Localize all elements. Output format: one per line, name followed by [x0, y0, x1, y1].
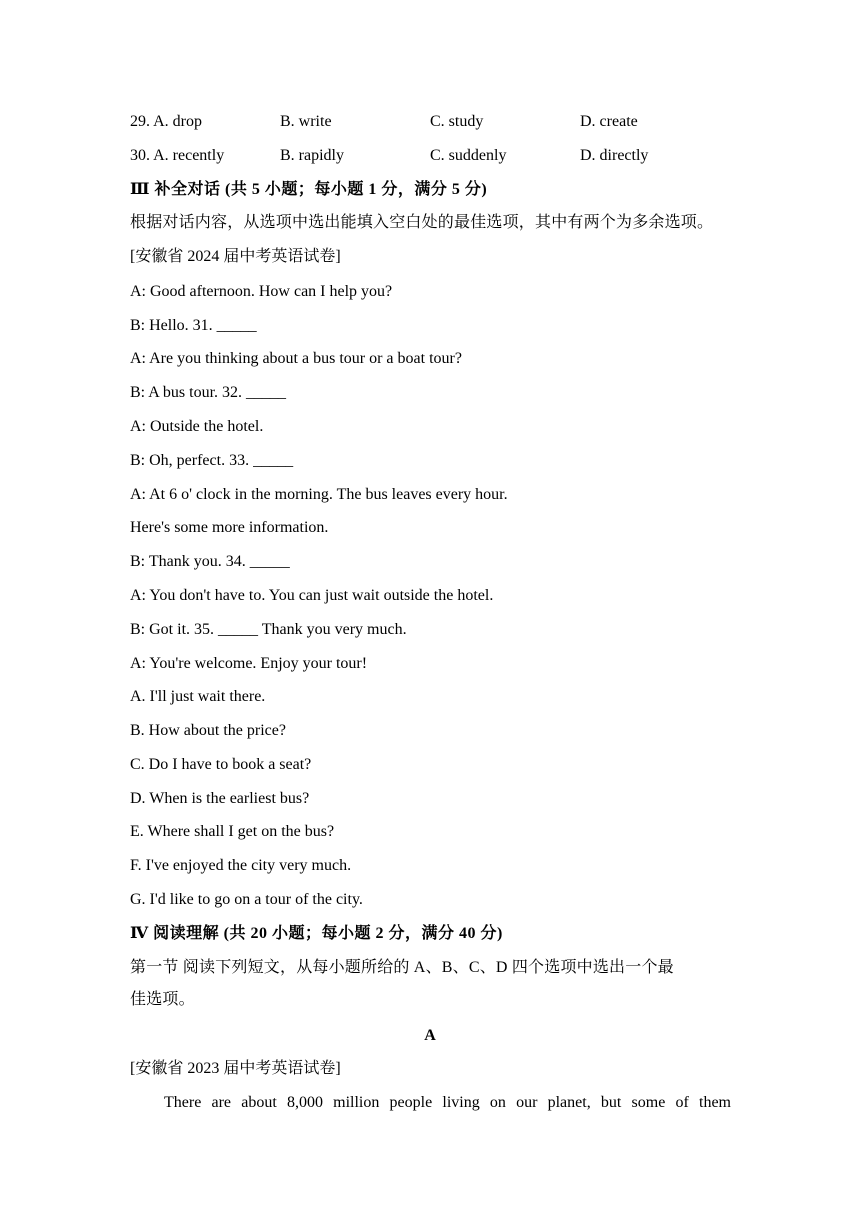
passage-label: A [424, 1027, 436, 1044]
q30-option-b: B. rapidly [280, 147, 344, 164]
q29-option-b: B. write [280, 113, 332, 130]
q30-option-c: C. suddenly [430, 147, 507, 164]
answer-option: G. I'd like to go on a tour of the city. [130, 891, 363, 908]
section3-source: [安徽省 2024 届中考英语试卷] [130, 248, 341, 265]
dialogue-line: A: You're welcome. Enjoy your tour! [130, 655, 368, 672]
answer-option: C. Do I have to book a seat? [130, 756, 312, 773]
answer-option: A. I'll just wait there. [130, 688, 266, 705]
answer-option: B. How about the price? [130, 722, 286, 739]
answer-option: F. I've enjoyed the city very much. [130, 857, 352, 874]
q30-option-a: 30. A. recently [130, 147, 225, 164]
dialogue-line: B: Hello. 31. _____ [130, 317, 257, 334]
section4-source: [安徽省 2023 届中考英语试卷] [130, 1060, 341, 1077]
answer-option: D. When is the earliest bus? [130, 790, 310, 807]
dialogue-line: B: Oh, perfect. 33. _____ [130, 452, 294, 469]
q29-option-d: D. create [580, 113, 638, 130]
dialogue-line: Here's some more information. [130, 519, 329, 536]
section4-instruction-line1: 第一节 阅读下列短文，从每小题所给的 A、B、C、D 四个选项中选出一个最 [130, 959, 674, 976]
dialogue-line: B: A bus tour. 32. _____ [130, 384, 287, 401]
q30-option-d: D. directly [580, 147, 649, 164]
dialogue-line: A: At 6 o' clock in the morning. The bus leaves every hour. [130, 486, 508, 503]
section3-instruction: 根据对话内容，从选项中选出能填入空白处的最佳选项，其中有两个为多余选项。 [130, 214, 714, 231]
answer-option: E. Where shall I get on the bus? [130, 823, 335, 840]
dialogue-line: B: Thank you. 34. _____ [130, 553, 290, 570]
dialogue-line: A: Outside the hotel. [130, 418, 264, 435]
section4-instruction-line2: 佳选项。 [130, 991, 195, 1008]
dialogue-line: A: Good afternoon. How can I help you? [130, 283, 393, 300]
passage-first-line: There are about 8,000 million people living on our planet, but some of them [164, 1094, 731, 1111]
dialogue-line: B: Got it. 35. _____ Thank you very much. [130, 621, 407, 638]
section3-title: Ⅲ 补全对话 (共 5 小题；每小题 1 分，满分 5 分) [130, 181, 488, 198]
q29-option-c: C. study [430, 113, 484, 130]
dialogue-line: A: Are you thinking about a bus tour or a boat tour? [130, 350, 462, 367]
section4-title: Ⅳ 阅读理解 (共 20 小题；每小题 2 分，满分 40 分) [130, 925, 503, 942]
q29-option-a: 29. A. drop [130, 113, 202, 130]
dialogue-line: A: You don't have to. You can just wait outside the hotel. [130, 587, 494, 604]
